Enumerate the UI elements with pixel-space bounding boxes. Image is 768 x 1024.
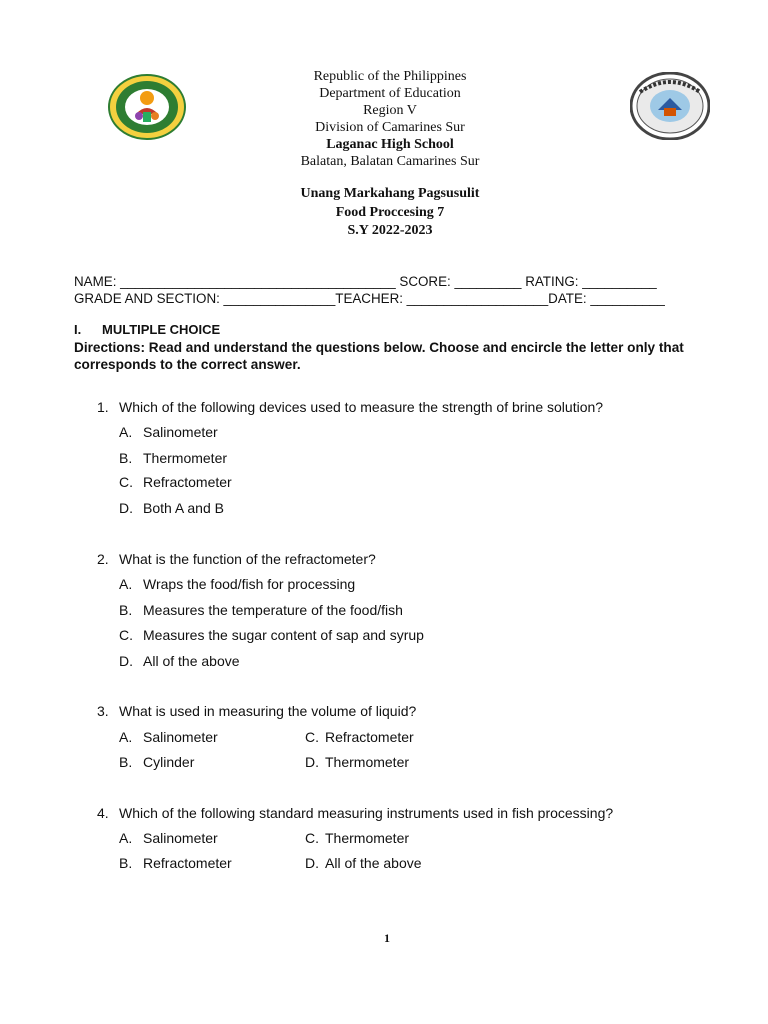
option-text: All of the above [143,653,240,669]
option-text: Refractometer [143,855,232,871]
option-letter: D. [305,855,319,871]
header-line-division: Division of Camarines Sur [315,120,465,135]
option-letter: C. [119,627,133,643]
option-letter: C. [119,474,133,490]
option-letter: A. [119,576,133,592]
option-text: All of the above [325,855,422,871]
option-text: Thermometer [325,754,410,770]
option-text: Salinometer [143,729,218,745]
option-letter: B. [119,602,133,618]
question-text: Which of the following devices used to measure the strength of brine solution? [119,399,604,415]
option-text: Measures the sugar content of sap and syrup [143,627,424,643]
option-text: Refractometer [325,729,414,745]
exam-subject: Food Proccesing 7 [335,204,445,220]
option-letter: B. [119,754,133,770]
name-score-rating-line: NAME: _____________________________________ SCORE: _________ RATING: __________ [74,274,657,289]
option-letter: C. [305,729,319,745]
exam-title-block [0,185,768,241]
option-text: Wraps the food/fish for processing [143,576,356,592]
question-number: 2. [97,551,109,567]
question-number: 4. [97,805,109,821]
header-line-republic: Republic of the Philippines [313,69,467,84]
option-letter: B. [119,855,133,871]
section-title [74,322,220,337]
option-letter: B. [119,450,133,466]
option-letter: D. [119,500,133,516]
section-title-text: MULTIPLE CHOICE [102,322,221,337]
question-text: What is used in measuring the volume of liquid? [119,703,417,719]
option-text: Measures the temperature of the food/fish [143,602,403,618]
exam-title: Unang Markahang Pagsusulit [300,186,480,201]
directions-text: Directions: Read and understand the questions below. Choose and encircle the letter only that corresponds to the correct answer. [74,340,684,372]
option-letter: A. [119,729,133,745]
option-letter: C. [305,830,319,846]
option-text: Cylinder [143,754,195,770]
header-line-region: Region V [363,103,417,118]
option-letter: A. [119,830,133,846]
option-text: Thermometer [143,450,228,466]
option-letter: D. [119,653,133,669]
school-name: Laganac High School [326,137,454,152]
option-text: Salinometer [143,424,218,440]
question-number: 3. [97,703,109,719]
question-number: 1. [97,399,109,415]
option-text: Salinometer [143,830,218,846]
header-line-department: Department of Education [319,86,461,101]
page-number: 1 [384,931,390,945]
school-address: Balatan, Balatan Camarines Sur [300,154,480,169]
grade-teacher-date-line: GRADE AND SECTION: _______________TEACHER: ___________________DATE: __________ [74,291,665,306]
section-number: I. [74,322,82,337]
option-text: Refractometer [143,474,232,490]
document-header [0,68,768,170]
option-letter: D. [305,754,319,770]
option-text: Both A and B [143,500,224,516]
option-letter: A. [119,424,133,440]
question-text: Which of the following standard measuring instruments used in fish processing? [119,805,614,821]
exam-school-year: S.Y 2022-2023 [347,223,433,238]
question-text: What is the function of the refractometer? [119,551,376,567]
option-text: Thermometer [325,830,410,846]
